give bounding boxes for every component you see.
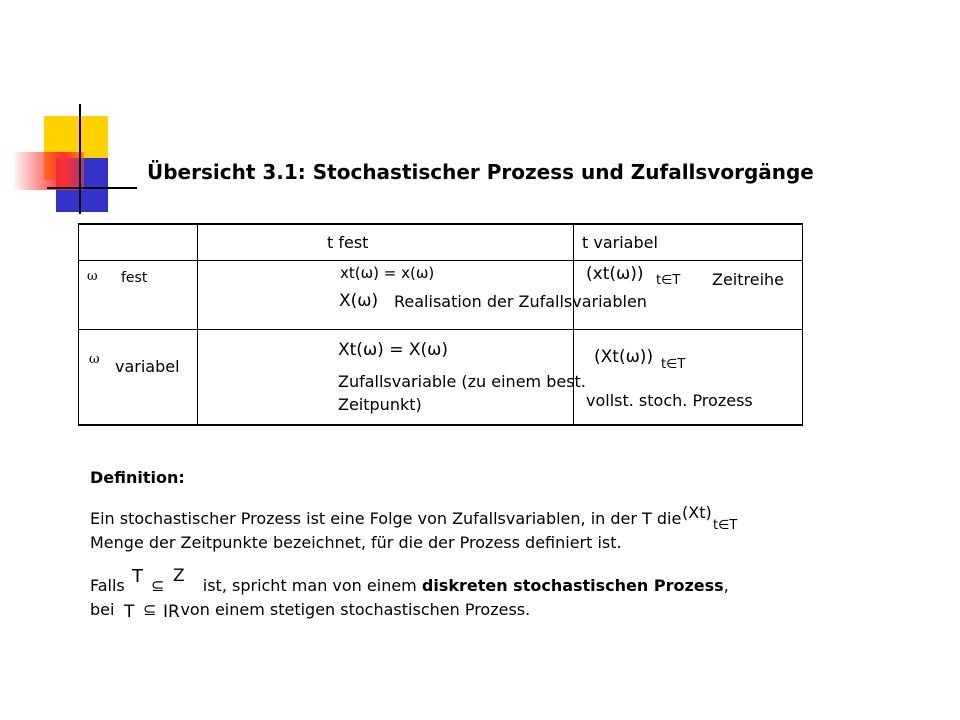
table-row (79, 330, 803, 426)
formula-Xt-sequence: (Xt(ω)) (594, 347, 654, 367)
cell-prozess (574, 330, 803, 426)
formula-xt: xt(ω) = x(ω) (340, 264, 435, 282)
cell-realisation (198, 261, 647, 330)
cell-zufallsvariable (198, 330, 586, 426)
definition-line1: Ein stochastischer Prozess ist eine Folge von Zufallsvariablen, in der T die (90, 509, 682, 528)
table-header-row (79, 224, 803, 261)
omega-symbol: ω (89, 352, 100, 367)
math-T2: T (124, 602, 135, 622)
falls-prefix: Falls (90, 576, 125, 595)
prozess-text: vollst. stoch. Prozess (586, 391, 753, 410)
omega-symbol: ω (87, 269, 98, 284)
realisation-text: Realisation der Zufallsvariablen (394, 292, 647, 311)
table-row (79, 261, 803, 330)
row-label-cell (79, 261, 198, 330)
definition-heading: Definition: (90, 468, 185, 487)
math-T1: T (132, 566, 143, 587)
formula-xt-sequence: (xt(ω)) (586, 264, 644, 284)
subscript-t-in-T: t∈T (656, 273, 681, 288)
zufallsvariable-text-line2: Zeitpunkt) (338, 395, 422, 414)
falls-end: , (723, 576, 729, 595)
decor-horizontal-line (47, 187, 137, 189)
bei-prefix: bei (90, 600, 115, 619)
math-subset1: ⊆ (151, 576, 165, 595)
subscript-t-in-T: t∈T (661, 357, 686, 372)
formula-X-omega: X(ω) (339, 291, 379, 311)
formula-Xt: Xt(ω) = X(ω) (338, 340, 449, 360)
math-subset2: ⊆ (143, 600, 157, 619)
zeitreihe-text: Zeitreihe (712, 270, 785, 289)
header-cell-t-fest (198, 224, 574, 261)
falls-sentence (90, 576, 729, 595)
header-label: t variabel (582, 233, 658, 252)
decor-vertical-line (79, 104, 81, 214)
math-Z: Z (173, 566, 185, 586)
inline-formula-Xt: (Xt) (682, 503, 712, 522)
definition-line2: Menge der Zeitpunkte bezeichnet, für die der Prozess definiert ist. (90, 533, 622, 552)
row-label: fest (121, 270, 148, 286)
row-label: variabel (115, 357, 180, 376)
inline-subscript-t-in-T: t∈T (713, 518, 738, 533)
math-IR: IR (163, 602, 180, 622)
page-title: Übersicht 3.1: Stochastischer Prozess und Zufallsvorgänge (147, 160, 814, 184)
falls-bold-term: diskreten stochastischen Prozess (421, 576, 724, 595)
falls-mid: ist, spricht man von einem (202, 576, 417, 595)
zufallsvariable-text-line1: Zufallsvariable (zu einem best. (338, 372, 586, 391)
header-label: t fest (327, 233, 369, 252)
decor-red-bar (14, 152, 84, 190)
header-empty-cell (79, 224, 198, 261)
cell-zeitreihe (574, 261, 803, 330)
bei-end: von einem stetigen stochastischen Prozess. (180, 600, 531, 619)
row-label-cell (79, 330, 198, 426)
overview-table (78, 223, 803, 426)
header-cell-t-variabel (574, 224, 803, 261)
